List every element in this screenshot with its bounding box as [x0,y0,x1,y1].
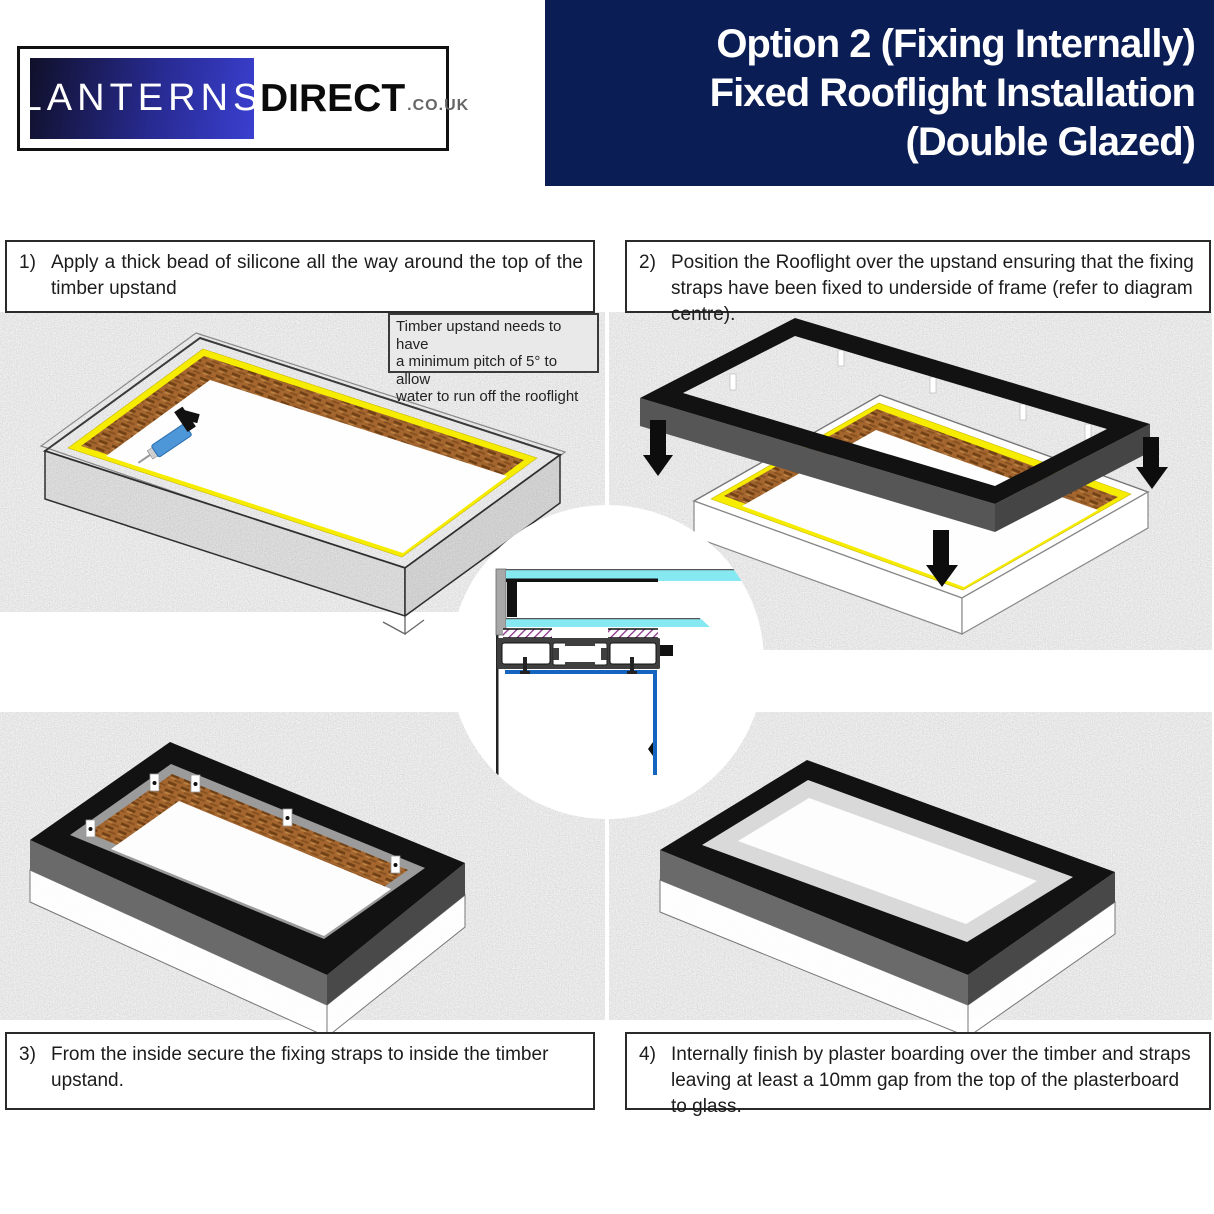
glazing-pane-bottom [506,618,710,627]
step-box-2 [625,240,1211,325]
fixing-strap [150,774,159,791]
brand-blue-panel [20,58,264,139]
fixing-strap [930,377,936,393]
brand-tld: .CO.UK [407,96,470,114]
thermal-gasket [503,629,658,638]
brand-name-lanterns: LANTERNS [20,77,264,119]
step-number: 2) [639,252,656,273]
note-line-1: Timber upstand needs to have [396,318,562,353]
fixing-strap [191,775,200,792]
step-box-1 [5,240,595,313]
brand-logo [17,46,470,151]
fixing-strap [730,374,736,390]
center-detail-diagram [450,505,764,819]
note-line-3: water to run off the rooflight [396,388,579,405]
fixing-strap [1085,424,1091,440]
fixing-strap [86,820,95,837]
fixing-strap [391,856,400,873]
center-detail-circle [450,505,764,819]
internal-liner [496,569,506,635]
glazing-edge-line [506,579,658,583]
step-text: From the inside secure the fixing straps to inside the timber upstand. [51,1044,549,1091]
header-banner [545,0,1214,186]
step-number: 3) [19,1044,36,1065]
header-line-3: (Double Glazed) [905,120,1195,164]
fixing-strap [838,350,844,366]
note-line-2: a minimum pitch of 5° to allow [396,353,558,388]
glazing-spacer [507,582,517,617]
step-number: 1) [19,252,36,273]
note-box [388,313,599,405]
fixing-strap-line [505,670,657,775]
brand-name-direct: DIRECT [260,76,406,120]
fixing-strap [283,809,292,826]
step-box-4 [625,1032,1211,1117]
step-text: Position the Rooflight over the upstand ensuring that the fixing straps have been fixed to underside of frame (refer to diagram centre). [671,252,1194,325]
step-box-3 [5,1032,595,1110]
step-number: 4) [639,1044,656,1065]
frame-tab [660,645,673,656]
step-text: Apply a thick bead of silicone all the way around the top of the timber upstand [51,252,583,299]
step-text: Internally finish by plaster boarding over the timber and straps leaving at least a 10mm gap from the top of the plasterboard to glass. [671,1044,1191,1117]
fixing-strap [1020,404,1026,420]
header-line-2: Fixed Rooflight Installation [709,71,1195,115]
header-line-1: Option 2 (Fixing Internally) [716,22,1195,66]
